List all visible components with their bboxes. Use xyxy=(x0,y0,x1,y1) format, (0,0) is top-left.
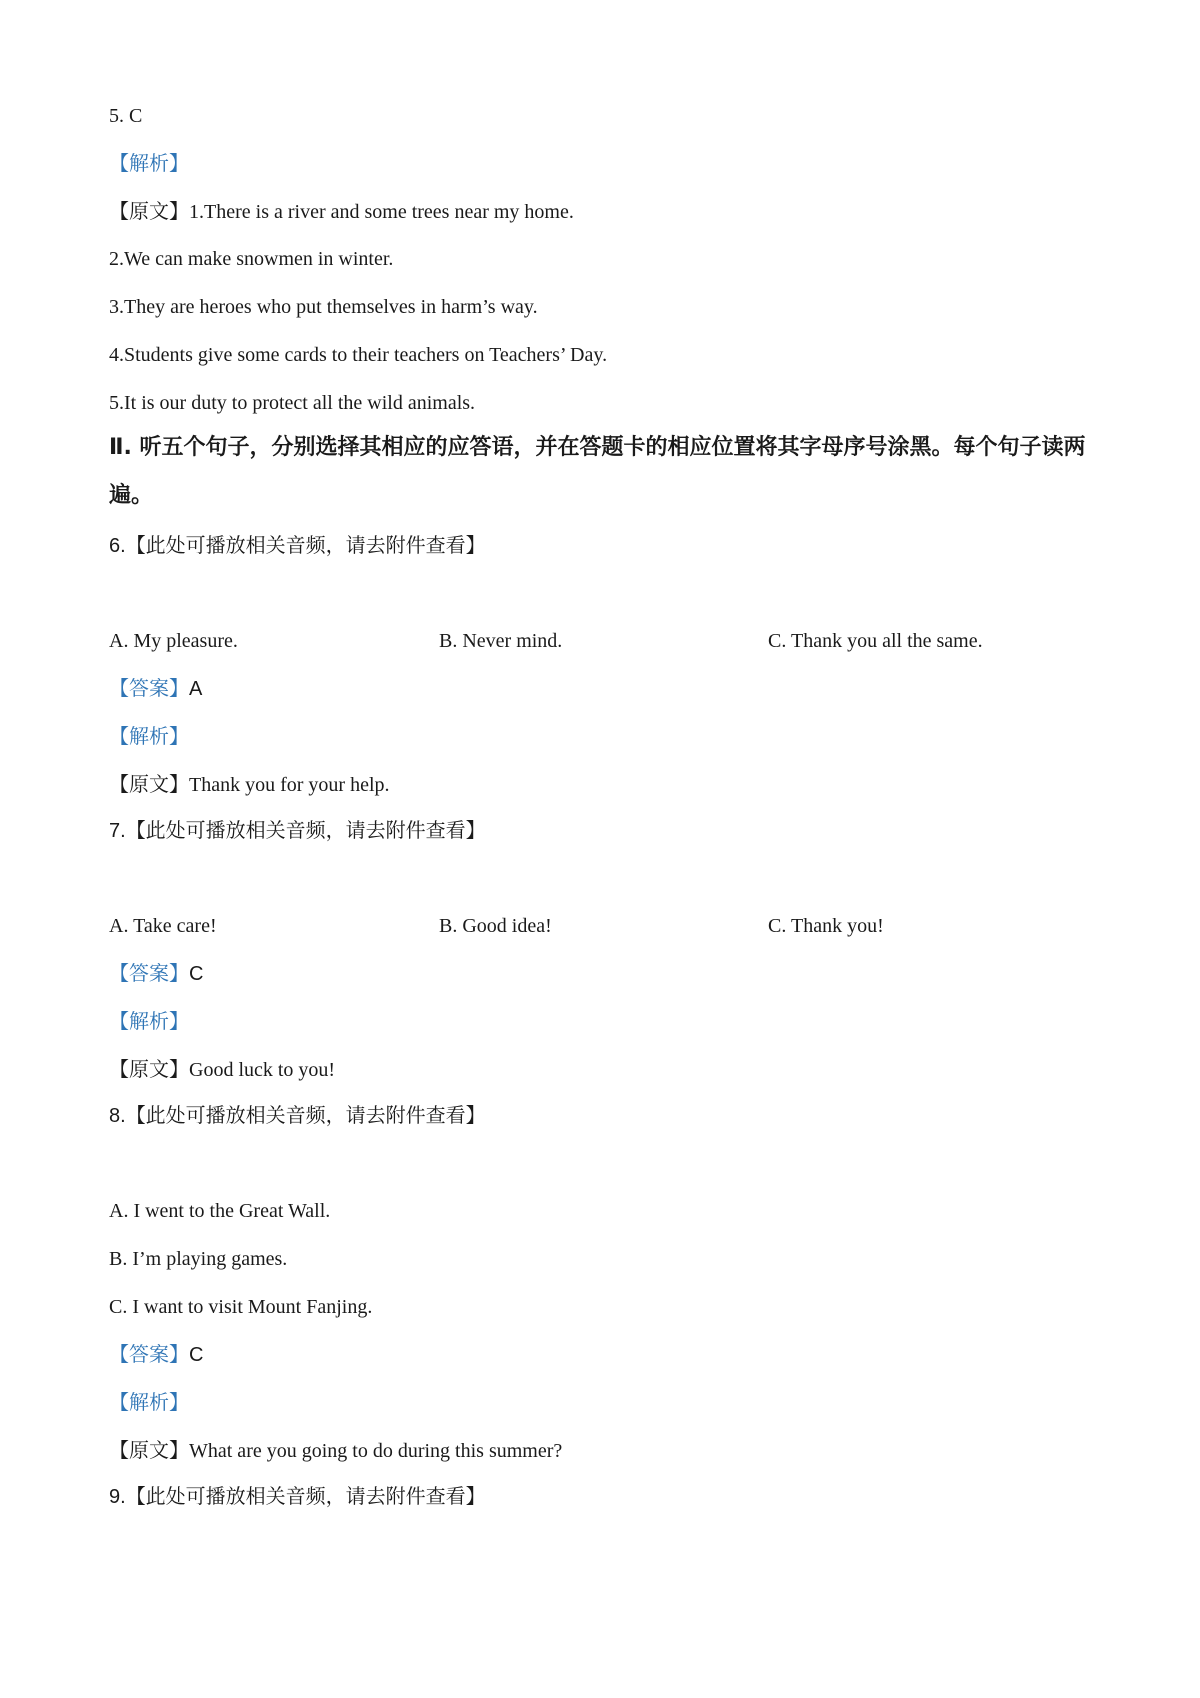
q7-option-b: B. Good idea! xyxy=(439,915,552,937)
yuanwen-label: 【原文】 xyxy=(109,1438,189,1462)
q5-jiexi-label: 【解析】 xyxy=(109,151,189,175)
transcript-line-4: 4.Students give some cards to their teachers on Teachers’ Day. xyxy=(109,344,608,366)
q7-stem xyxy=(109,815,486,846)
audio-note[interactable]: 【此处可播放相关音频，请去附件查看】 xyxy=(125,1484,486,1508)
q6-stem xyxy=(109,530,486,561)
section-2-heading: Ⅱ. 听五个句子，分别选择其相应的应答语，并在答题卡的相应位置将其字母序号涂黑。每个句子读两遍。 xyxy=(109,435,1086,508)
q1-5-transcript-line-1 xyxy=(109,196,574,227)
q8-option-b: B. I’m playing games. xyxy=(109,1248,288,1270)
daan-label: 【答案】 xyxy=(109,676,189,700)
transcript-line-3: 3.They are heroes who put themselves in harm’s way. xyxy=(109,296,538,318)
q7-option-c: C. Thank you! xyxy=(768,915,884,937)
q9-number: 9. xyxy=(109,1486,126,1508)
transcript-line-2: 2.We can make snowmen in winter. xyxy=(109,248,394,270)
q8-answer xyxy=(109,1339,203,1370)
q8-jiexi-label: 【解析】 xyxy=(109,1390,189,1414)
q8-option-c: C. I want to visit Mount Fanjing. xyxy=(109,1296,373,1318)
q8-number: 8. xyxy=(109,1105,126,1127)
transcript-text: Thank you for your help. xyxy=(189,774,390,796)
transcript-line-5: 5.It is our duty to protect all the wild animals. xyxy=(109,392,476,414)
q7-answer-value: C xyxy=(189,963,204,985)
daan-label: 【答案】 xyxy=(109,1342,189,1366)
q7-transcript xyxy=(109,1054,335,1085)
q6-transcript xyxy=(109,769,390,800)
q6-jiexi-label: 【解析】 xyxy=(109,724,189,748)
q8-option-a: A. I went to the Great Wall. xyxy=(109,1200,331,1222)
q6-answer xyxy=(109,673,202,704)
yuanwen-label: 【原文】 xyxy=(109,199,189,223)
yuanwen-label: 【原文】 xyxy=(109,1057,189,1081)
q6-answer-value: A xyxy=(189,678,203,700)
q9-stem xyxy=(109,1481,486,1512)
q6-option-a: A. My pleasure. xyxy=(109,630,238,652)
q6-option-c: C. Thank you all the same. xyxy=(768,630,983,652)
yuanwen-label: 【原文】 xyxy=(109,772,189,796)
q5-answer: 5. C xyxy=(109,105,143,127)
audio-note[interactable]: 【此处可播放相关音频，请去附件查看】 xyxy=(125,533,486,557)
q7-jiexi-label: 【解析】 xyxy=(109,1009,189,1033)
q7-option-a: A. Take care! xyxy=(109,915,217,937)
q6-number: 6. xyxy=(109,535,126,557)
transcript-text: 1.There is a river and some trees near my home. xyxy=(189,201,574,223)
q8-transcript xyxy=(109,1435,562,1466)
q7-answer xyxy=(109,958,203,989)
transcript-text: Good luck to you! xyxy=(189,1059,336,1081)
daan-label: 【答案】 xyxy=(109,961,189,985)
audio-note[interactable]: 【此处可播放相关音频，请去附件查看】 xyxy=(125,818,486,842)
q8-answer-value: C xyxy=(189,1344,204,1366)
audio-note[interactable]: 【此处可播放相关音频，请去附件查看】 xyxy=(125,1103,486,1127)
q6-option-b: B. Never mind. xyxy=(439,630,563,652)
q7-number: 7. xyxy=(109,820,126,842)
q8-stem xyxy=(109,1100,486,1131)
transcript-text: What are you going to do during this summer? xyxy=(189,1440,563,1462)
